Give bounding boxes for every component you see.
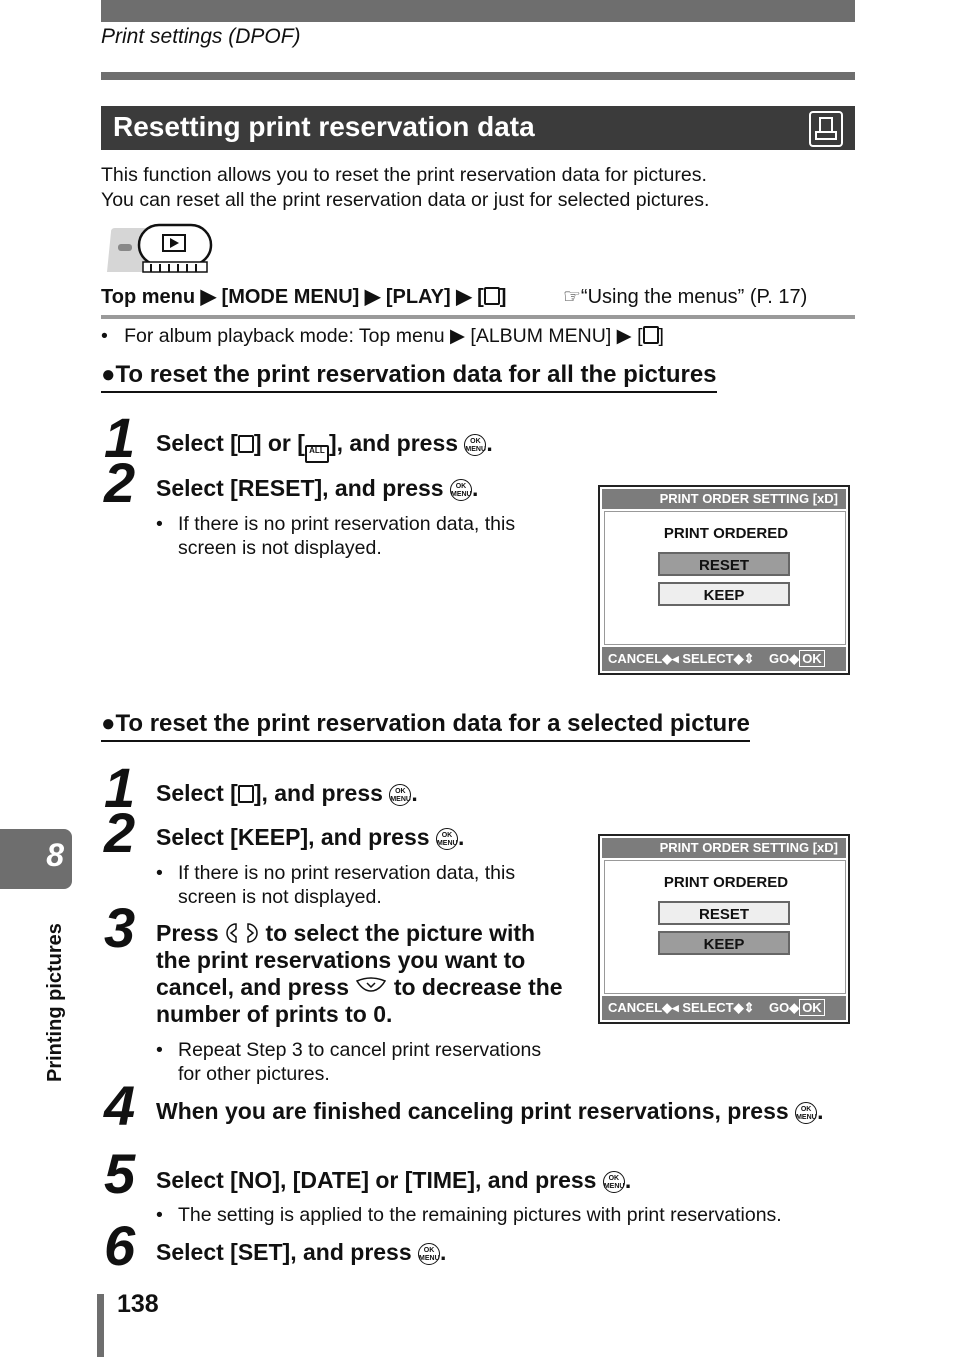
header-rule xyxy=(101,72,855,80)
screen-title-bar xyxy=(602,489,846,509)
step-number: 1 xyxy=(104,756,136,819)
step-number: 2 xyxy=(104,801,136,864)
camera-screen-reset xyxy=(598,485,850,675)
chapter-number: 8 xyxy=(46,837,64,873)
menu-rule xyxy=(101,315,855,319)
subheading-all-text: To reset the print reservation data for all the pictures xyxy=(115,361,717,388)
menu-label: MENU xyxy=(796,1113,817,1121)
step-text-part: ], and press xyxy=(253,780,390,806)
step-text-part: to select the picture with the print reservations you want to cancel, and press xyxy=(156,920,536,1000)
menu-path-prefix: Top menu ▶ [MODE MENU] ▶ [PLAY] ▶ [ xyxy=(101,286,484,308)
top-bar xyxy=(101,0,855,22)
left-right-arrow-icon xyxy=(225,920,265,946)
step-number: 1 xyxy=(104,406,136,469)
step-note-text: Repeat Step 3 to cancel print reservations for other pictures. xyxy=(178,1039,542,1085)
step-note xyxy=(156,512,556,560)
camera-screen-keep xyxy=(598,834,850,1024)
print-all-icon xyxy=(305,445,329,463)
ok-label: OK xyxy=(455,482,467,490)
screen-title-bar xyxy=(602,838,846,858)
chapter-tab xyxy=(0,829,72,889)
ok-menu-button-icon xyxy=(795,1102,817,1124)
menu-label: MENU xyxy=(436,839,458,847)
album-note xyxy=(101,324,664,348)
step-text-part: Press xyxy=(156,920,226,946)
footer-cancel: CANCEL xyxy=(608,651,663,666)
step-text-part: Select [SET], and press xyxy=(156,1239,419,1265)
bullet-circle-icon: ● xyxy=(101,710,116,737)
step-number: 6 xyxy=(104,1214,136,1277)
ok-menu-button-icon xyxy=(450,479,472,501)
footer-cancel: CANCEL xyxy=(608,1000,663,1015)
screen-media: [xD] xyxy=(812,491,838,506)
bullet-dot: • xyxy=(156,1039,163,1061)
step-number: 5 xyxy=(104,1142,136,1205)
step-text xyxy=(156,1098,846,1125)
print-icon xyxy=(238,785,254,803)
step-note-text: If there is no print reservation data, this screen is not displayed. xyxy=(178,862,516,908)
screen-title: PRINT ORDER SETTING xyxy=(659,491,810,506)
footer-ok: OK xyxy=(799,650,825,667)
step-text-part: . xyxy=(624,1167,632,1193)
page-number: 138 xyxy=(117,1290,159,1318)
option-reset[interactable]: RESET xyxy=(658,901,790,925)
option-reset[interactable]: RESET xyxy=(658,552,790,576)
intro-line-1: This function allows you to reset the print reservation data for pictures. xyxy=(101,164,707,186)
mode-dial-icon xyxy=(103,222,215,283)
ok-menu-button-icon xyxy=(436,828,458,850)
print-icon xyxy=(238,435,254,453)
step-number: 3 xyxy=(104,896,136,959)
step-text-part: Select [KEEP], and press xyxy=(156,824,436,850)
step-number: 4 xyxy=(104,1074,136,1137)
ok-label: OK xyxy=(800,1105,812,1113)
menu-reference: ☞“Using the menus” (P. 17) xyxy=(563,286,808,308)
print-reservation-icon xyxy=(809,111,843,147)
footer-go: GO xyxy=(768,651,790,666)
menu-path-suffix: ] xyxy=(499,286,507,308)
option-keep[interactable]: KEEP xyxy=(658,582,790,606)
menu-label: MENU xyxy=(450,490,472,498)
step-text-part: . xyxy=(486,430,493,456)
step-text-part: . xyxy=(457,824,465,850)
step-text xyxy=(156,920,566,1028)
footer-select: SELECT xyxy=(682,651,734,666)
menu-label: MENU xyxy=(465,445,487,453)
screen-footer: CANCEL◆◂ SELECT◆⇕ GO◆ OK xyxy=(602,647,846,671)
footer-select: SELECT xyxy=(682,1000,734,1015)
step-text-part: . xyxy=(817,1098,824,1124)
chapter-label: Printing pictures xyxy=(44,923,66,1082)
bullet-dot: • xyxy=(156,1204,163,1226)
screen-media: [xD] xyxy=(812,840,838,855)
bullet-dot: • xyxy=(101,325,125,347)
bullet-dot: • xyxy=(156,513,163,535)
step-note xyxy=(156,861,556,909)
step-number: 2 xyxy=(104,451,136,514)
step-text-part: ] or [ xyxy=(253,430,305,456)
intro-text xyxy=(101,163,709,212)
album-note-prefix: For album playback mode: Top menu ▶ [ALBUM MENU] ▶ [ xyxy=(124,325,643,347)
section-title-bar xyxy=(101,106,855,150)
intro-line-2: You can reset all the print reservation data or just for selected pictures. xyxy=(101,188,710,211)
option-keep[interactable]: KEEP xyxy=(658,931,790,955)
ok-menu-button-icon xyxy=(464,434,486,456)
step-text-part: When you are finished canceling print reservations, press xyxy=(156,1098,796,1124)
step-text-part: to decrease the number of prints to 0. xyxy=(156,974,563,1027)
step-text-part: . xyxy=(411,780,418,806)
ok-menu-button-icon xyxy=(418,1243,440,1265)
ok-label: OK xyxy=(395,787,406,795)
album-note-suffix: ] xyxy=(658,325,664,347)
step-text-part: ], and press xyxy=(328,430,465,456)
all-icon-label: ALL xyxy=(309,446,325,455)
ok-label: OK xyxy=(423,1246,435,1254)
ok-menu-button-icon xyxy=(603,1171,625,1193)
step-text xyxy=(156,824,464,851)
screen-heading: PRINT ORDERED xyxy=(663,525,789,542)
step-text-part: Select [RESET], and press xyxy=(156,475,450,501)
menu-label: MENU xyxy=(419,1254,440,1262)
ok-label: OK xyxy=(470,437,481,445)
screen-heading: PRINT ORDERED xyxy=(663,874,789,891)
step-text xyxy=(156,1239,446,1266)
step-text xyxy=(156,780,418,807)
print-icon xyxy=(484,287,500,305)
subheading-selected-text: To reset the print reservation data for a selected picture xyxy=(115,710,750,737)
step-text xyxy=(156,1167,631,1194)
menu-path xyxy=(101,284,506,309)
step-note xyxy=(156,1038,556,1086)
step-text-part: Select [NO], [DATE] or [TIME], and press xyxy=(156,1167,603,1193)
page-bar xyxy=(97,1294,104,1357)
step-text xyxy=(156,475,478,502)
bullet-dot: • xyxy=(156,862,163,884)
step-text-part: . xyxy=(471,475,479,501)
ok-label: OK xyxy=(441,831,453,839)
print-icon xyxy=(643,326,659,344)
screen-title: PRINT ORDER SETTING xyxy=(659,840,810,855)
step-text xyxy=(156,430,493,463)
step-text-part: Select [ xyxy=(156,780,238,806)
ok-label: OK xyxy=(608,1174,620,1182)
screen-footer: CANCEL◆◂ SELECT◆⇕ GO◆ OK xyxy=(602,996,846,1020)
ok-menu-button-icon xyxy=(389,784,411,806)
menu-label: MENU xyxy=(390,795,411,803)
down-arrow-icon xyxy=(355,974,393,1000)
subheading-all-pictures xyxy=(101,361,717,393)
footer-go: GO xyxy=(768,1000,790,1015)
bullet-circle-icon: ● xyxy=(101,361,116,388)
subheading-selected-picture xyxy=(101,710,750,742)
step-text-part: . xyxy=(440,1239,447,1265)
menu-label: MENU xyxy=(603,1182,625,1190)
step-note-text: The setting is applied to the remaining pictures with print reservations. xyxy=(178,1204,782,1226)
running-title: Print settings (DPOF) xyxy=(101,25,301,48)
step-note-text: If there is no print reservation data, this screen is not displayed. xyxy=(178,513,516,559)
step-text-part: Select [ xyxy=(156,430,238,456)
section-title: Resetting print reservation data xyxy=(113,111,535,142)
footer-ok: OK xyxy=(799,999,825,1016)
step-note xyxy=(156,1203,846,1227)
